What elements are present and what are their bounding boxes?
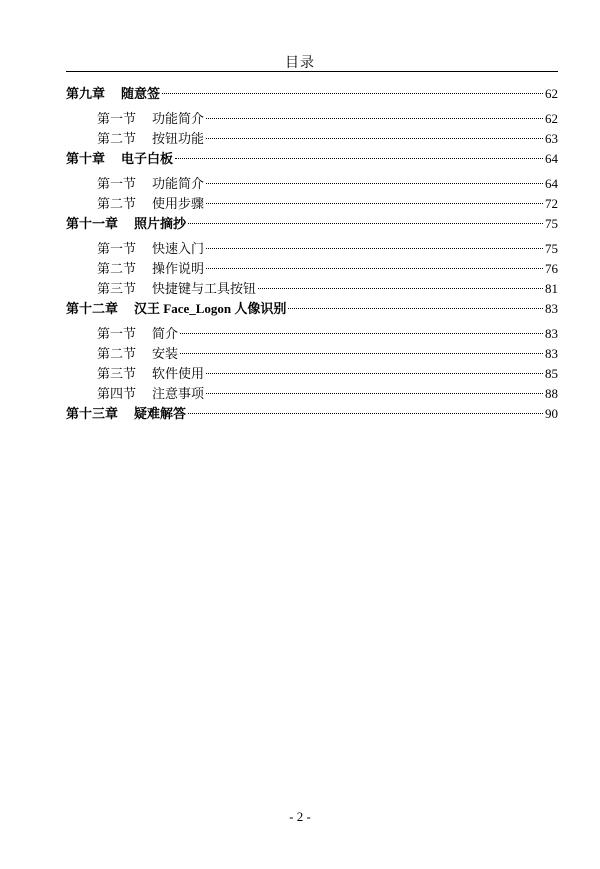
dot-leader xyxy=(175,158,543,159)
dot-leader xyxy=(180,333,543,334)
dot-leader xyxy=(206,203,543,204)
toc-page-number: 76 xyxy=(545,261,558,276)
dot-leader xyxy=(188,413,543,414)
toc-chapter-number: 第十章 xyxy=(66,151,106,166)
dot-leader xyxy=(180,353,543,354)
toc-entry-section[interactable] xyxy=(66,344,558,364)
toc-page-number: 83 xyxy=(545,301,558,316)
toc-section-title: 快捷键与工具按钮 xyxy=(152,281,257,296)
table-of-contents xyxy=(66,84,558,424)
toc-chapter-title: 照片摘抄 xyxy=(134,216,187,231)
toc-section-number: 第一节 xyxy=(97,111,137,126)
toc-page-number: 88 xyxy=(545,386,558,401)
toc-section-number: 第一节 xyxy=(97,241,137,256)
dot-leader xyxy=(206,183,543,184)
toc-chapter-number: 第十三章 xyxy=(66,406,119,421)
toc-entry-section[interactable] xyxy=(66,174,558,194)
toc-page-number: 83 xyxy=(545,346,558,361)
toc-section-title: 按钮功能 xyxy=(152,131,205,146)
toc-section-number: 第三节 xyxy=(97,281,137,296)
toc-entry-chapter-10[interactable] xyxy=(66,149,558,169)
toc-section-number: 第三节 xyxy=(97,366,137,381)
toc-section-title: 安装 xyxy=(152,346,179,361)
toc-entry-chapter-11[interactable] xyxy=(66,214,558,234)
dot-leader xyxy=(206,393,543,394)
toc-section-number: 第二节 xyxy=(97,346,137,361)
toc-page-number: 75 xyxy=(545,216,558,231)
toc-entry-chapter-12[interactable] xyxy=(66,299,558,319)
toc-section-number: 第一节 xyxy=(97,326,137,341)
page-header-title: 目录 xyxy=(285,56,315,71)
dot-leader xyxy=(288,308,543,309)
toc-page-number: 63 xyxy=(545,131,558,146)
toc-page-number: 75 xyxy=(545,241,558,256)
toc-entry-section[interactable] xyxy=(66,279,558,299)
toc-section-title: 功能简介 xyxy=(152,111,205,126)
toc-chapter-title: 汉王 Face_Logon 人像识别 xyxy=(134,301,287,316)
toc-entry-section[interactable] xyxy=(66,239,558,259)
toc-page-number: 64 xyxy=(545,151,558,166)
toc-section-number: 第二节 xyxy=(97,261,137,276)
dot-leader xyxy=(206,118,543,119)
toc-entry-section[interactable] xyxy=(66,364,558,384)
toc-page-number: 83 xyxy=(545,326,558,341)
toc-section-number: 第四节 xyxy=(97,386,137,401)
toc-chapter-number: 第九章 xyxy=(66,86,106,101)
toc-entry-chapter-13[interactable] xyxy=(66,404,558,424)
page-number-footer: - 2 - xyxy=(289,809,311,824)
header-rule xyxy=(66,71,558,72)
toc-section-title: 操作说明 xyxy=(152,261,205,276)
toc-entry-section[interactable] xyxy=(66,194,558,214)
dot-leader xyxy=(206,248,543,249)
toc-entry-section[interactable] xyxy=(66,384,558,404)
toc-section-title: 功能简介 xyxy=(152,176,205,191)
toc-chapter-title: 电子白板 xyxy=(121,151,174,166)
toc-chapter-title: 随意签 xyxy=(121,86,161,101)
toc-entry-section[interactable] xyxy=(66,324,558,344)
toc-entry-section[interactable] xyxy=(66,129,558,149)
toc-page-number: 64 xyxy=(545,176,558,191)
toc-chapter-title: 疑难解答 xyxy=(134,406,187,421)
toc-section-title: 简介 xyxy=(152,326,179,341)
dot-leader xyxy=(162,93,543,94)
toc-page-number: 72 xyxy=(545,196,558,211)
toc-entry-section[interactable] xyxy=(66,259,558,279)
toc-page-number: 90 xyxy=(545,406,558,421)
toc-section-title: 注意事项 xyxy=(152,386,205,401)
toc-section-title: 快速入门 xyxy=(152,241,205,256)
toc-entry-section[interactable] xyxy=(66,109,558,129)
toc-chapter-number: 第十二章 xyxy=(66,301,119,316)
toc-page-number: 81 xyxy=(545,281,558,296)
toc-section-number: 第二节 xyxy=(97,196,137,211)
toc-section-title: 软件使用 xyxy=(152,366,205,381)
dot-leader xyxy=(258,288,543,289)
toc-page-number: 85 xyxy=(545,366,558,381)
toc-section-number: 第一节 xyxy=(97,176,137,191)
dot-leader xyxy=(206,373,543,374)
dot-leader xyxy=(188,223,543,224)
toc-section-title: 使用步骤 xyxy=(152,196,205,211)
dot-leader xyxy=(206,268,543,269)
toc-entry-chapter-9[interactable] xyxy=(66,84,558,104)
toc-section-number: 第二节 xyxy=(97,131,137,146)
toc-page-number: 62 xyxy=(545,111,558,126)
dot-leader xyxy=(206,138,543,139)
toc-page-number: 62 xyxy=(545,86,558,101)
toc-chapter-number: 第十一章 xyxy=(66,216,119,231)
